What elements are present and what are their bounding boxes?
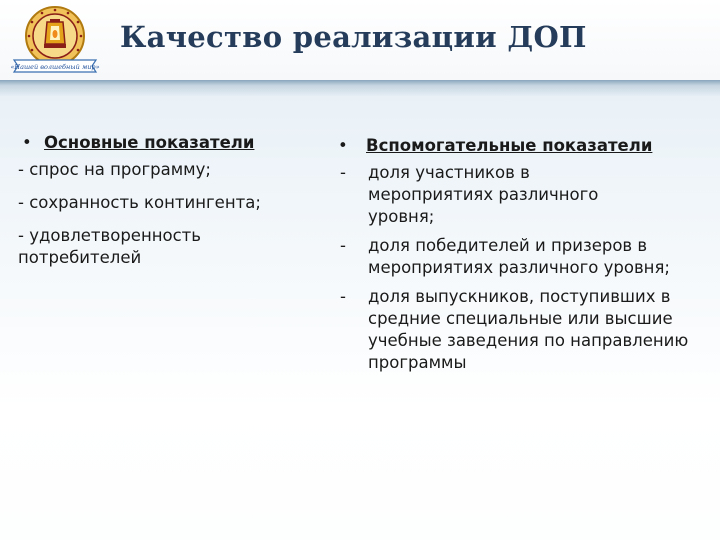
right-item xyxy=(338,162,710,228)
bullet-icon: • xyxy=(22,133,32,152)
left-item: - удовлетворенность потребителей xyxy=(18,226,202,267)
right-item xyxy=(338,235,710,279)
right-heading-row xyxy=(338,135,710,157)
logo-ribbon-text: «Нашей волшебный мир» xyxy=(10,63,100,71)
header-band xyxy=(0,0,720,80)
right-item-text: доля выпускников, поступивших в средние специальные или высшие учебные заведения по направлению программы xyxy=(368,287,689,372)
right-item-text: доля победителей и призеров в мероприятиях различного уровня; xyxy=(368,236,670,277)
right-item xyxy=(338,286,710,374)
bullet-icon: • xyxy=(338,136,348,155)
left-column xyxy=(18,132,318,280)
left-heading-row xyxy=(18,132,318,154)
dash-marker: - xyxy=(340,236,346,255)
dash-marker: - xyxy=(340,287,346,306)
left-item: - сохранность контингента; xyxy=(18,193,261,212)
left-item: - спрос на программу; xyxy=(18,160,211,179)
left-heading: Основные показатели xyxy=(44,133,255,152)
slide-title: Качество реализации ДОП xyxy=(120,20,587,54)
right-item-text: доля участников в мероприятиях различного уровня; xyxy=(368,163,599,226)
header-divider xyxy=(0,80,720,96)
dash-marker: - xyxy=(340,163,346,182)
right-heading: Вспомогательные показатели xyxy=(366,136,653,155)
lantern-emblem-logo xyxy=(8,4,102,76)
right-column xyxy=(338,135,710,381)
